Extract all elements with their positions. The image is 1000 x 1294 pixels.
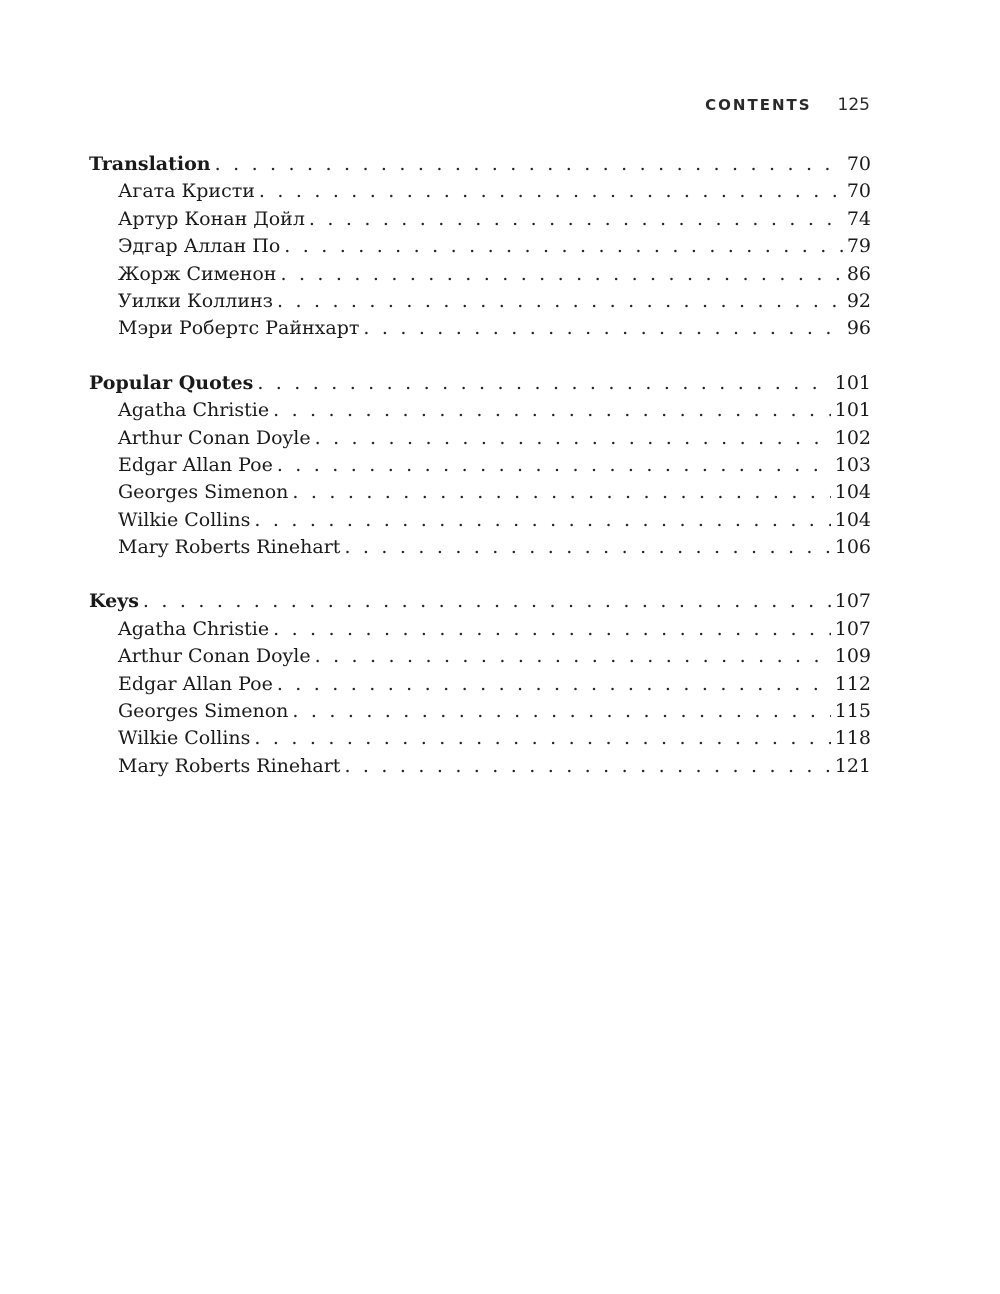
dot-leader [277,288,843,315]
toc-entry-title: Жорж Сименон [118,262,277,285]
toc-entry-title: Mary Roberts Rinehart [118,754,341,777]
toc-page-number: 107 [834,617,871,640]
dot-leader [143,588,831,615]
toc-entry-title: Arthur Conan Doyle [118,426,311,449]
toc-page-number: 79 [846,235,871,258]
toc-entry[interactable] [89,698,871,725]
toc-entry-title: Wilkie Collins [118,727,251,750]
running-head [705,95,870,115]
toc-entry-title: Edgar Allan Poe [118,672,273,695]
toc-entry[interactable] [89,288,871,315]
toc-page-number: 102 [834,426,871,449]
toc-section-popular-quotes [89,370,871,562]
toc-entry[interactable] [89,425,871,452]
toc-page-number: 103 [834,453,871,476]
toc-entry-title: Agatha Christie [118,399,270,422]
toc-page-number: 106 [834,536,871,559]
dot-leader [315,425,831,452]
toc-page-number: 104 [834,508,871,531]
toc-entry[interactable] [89,452,871,479]
toc-entry-title: Агата Кристи [118,180,255,203]
toc-page-number: 107 [834,590,871,613]
toc-page-number: 74 [846,207,871,230]
toc-entry-title: Эдгар Аллан По [118,235,281,258]
toc-entry-title: Georges Simenon [118,481,289,504]
toc-page-number: 96 [846,317,871,340]
toc-section-title: Keys [89,590,139,613]
dot-leader [284,233,843,260]
toc-section-title: Popular Quotes [89,371,254,394]
toc-page-number: 101 [834,399,871,422]
toc-entry[interactable] [89,643,871,670]
running-head-label: CONTENTS [705,96,812,114]
dot-leader [273,397,831,424]
dot-leader [259,178,843,205]
toc-section-title: Translation [89,153,211,175]
dot-leader [277,452,831,479]
dot-leader [280,261,842,288]
toc-entry-title: Edgar Allan Poe [118,453,273,476]
toc-page-number: 112 [834,672,871,695]
toc-section-heading[interactable] [89,151,871,178]
dot-leader [344,753,830,780]
dot-leader [344,534,830,561]
toc-entry[interactable] [89,753,871,780]
toc-entry-title: Georges Simenon [118,700,289,723]
toc-page-number: 118 [834,727,871,750]
dot-leader [273,616,831,643]
toc-page-number: 70 [846,180,871,203]
toc-entry-title: Mary Roberts Rinehart [118,536,341,559]
toc-entry[interactable] [89,616,871,643]
dot-leader [292,698,830,725]
toc-section-translation [89,151,871,343]
toc-entry-title: Артур Конан Дойл [118,207,305,230]
dot-leader [292,479,830,506]
toc-page-number: 115 [834,700,871,723]
toc-page-number: 86 [846,262,871,285]
toc-page-number: 92 [846,289,871,312]
dot-leader [254,507,830,534]
toc-section-heading[interactable] [89,370,871,397]
toc-entry[interactable] [89,507,871,534]
toc-page-number: 101 [834,371,871,394]
toc-entry-title: Уилки Коллинз [118,289,274,312]
toc-entry[interactable] [89,534,871,561]
table-of-contents [89,151,871,807]
toc-page-number: 104 [834,481,871,504]
toc-page-number: 121 [834,754,871,777]
toc-page-number: 109 [834,645,871,668]
dot-leader [257,370,830,397]
toc-entry-title: Wilkie Collins [118,508,251,531]
toc-entry-title: Agatha Christie [118,617,270,640]
toc-entry-title: Мэри Робертс Райнхарт [118,317,360,340]
toc-section-heading[interactable] [89,588,871,615]
toc-entry[interactable] [89,261,871,288]
dot-leader [215,151,843,178]
toc-entry[interactable] [89,233,871,260]
dot-leader [315,643,831,670]
toc-entry[interactable] [89,725,871,752]
dot-leader [309,206,843,233]
toc-entry[interactable] [89,671,871,698]
toc-entry[interactable] [89,397,871,424]
dot-leader [254,725,830,752]
toc-entry-title: Arthur Conan Doyle [118,645,311,668]
page-number: 125 [837,95,870,115]
dot-leader [363,315,842,342]
toc-entry[interactable] [89,178,871,205]
toc-entry[interactable] [89,479,871,506]
toc-entry[interactable] [89,315,871,342]
toc-entry[interactable] [89,206,871,233]
toc-page-number: 70 [846,153,871,175]
toc-section-keys [89,588,871,780]
dot-leader [277,671,831,698]
